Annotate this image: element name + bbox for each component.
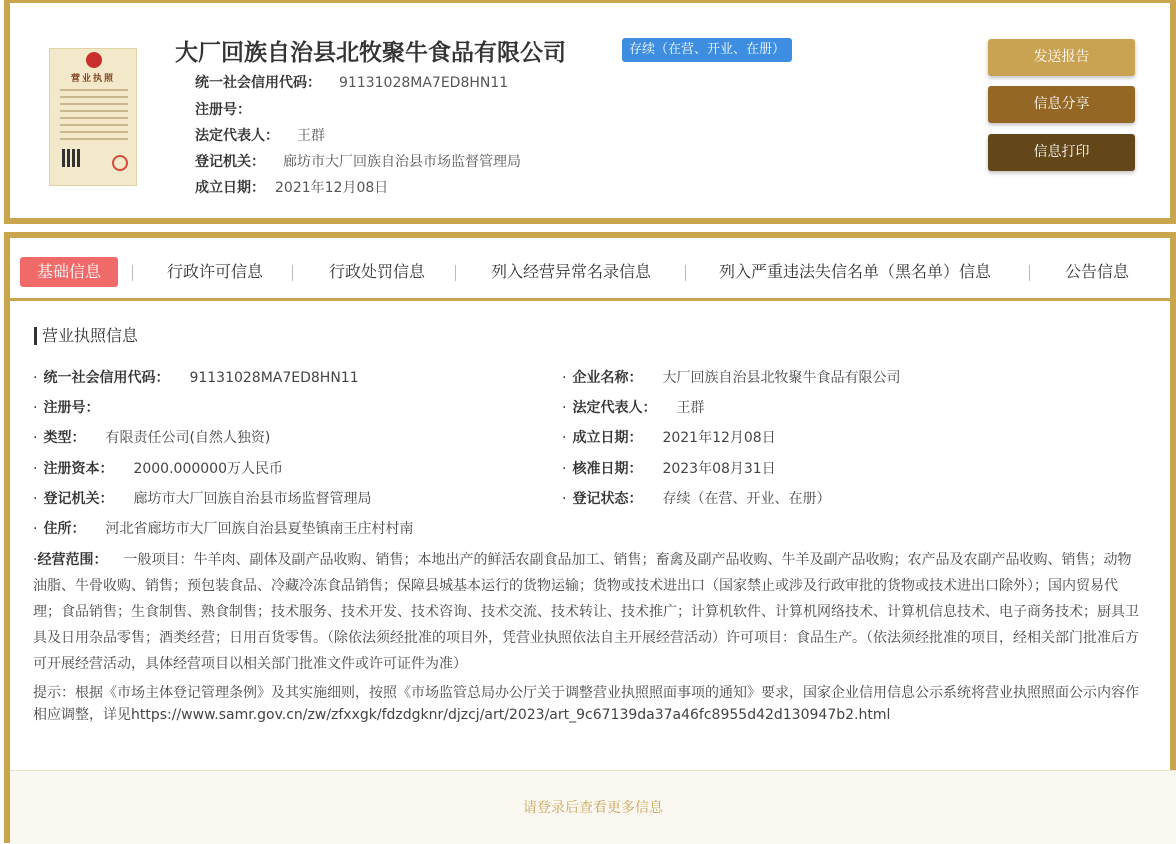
bullet-icon: · [33, 400, 38, 416]
bullet-icon: · [562, 430, 567, 446]
field-label: 登记机关： [195, 154, 265, 170]
field-approved [562, 458, 776, 478]
field-label: 经营范围： [37, 552, 108, 568]
field-label: 注册号： [195, 102, 251, 118]
field-value: 2023年08月31日 [662, 461, 776, 477]
field-label: 核准日期： [572, 461, 643, 477]
tab-blacklist[interactable]: 列入严重违法失信名单（黑名单）信息 [719, 262, 992, 281]
field-legal-rep [562, 397, 704, 417]
header-field-legal-rep [195, 125, 325, 145]
footer-login-area [10, 770, 1176, 844]
business-scope [33, 547, 1143, 677]
field-label: 住所： [43, 521, 86, 537]
tab-admin-license[interactable]: 行政许可信息 [167, 262, 264, 281]
field-value: 2021年12月08日 [275, 180, 389, 196]
tab-separator [132, 265, 133, 281]
field-label: 成立日期： [195, 180, 265, 196]
official-seal-icon [112, 155, 128, 171]
bullet-icon: · [33, 552, 38, 568]
header-field-founded [195, 177, 388, 197]
field-value: 一般项目：牛羊肉、副体及副产品收购、销售；本地出产的鲜活农副食品加工、销售；畜禽及副产品收购、牛羊及副产品收购；农产品及农副产品收购、销售；动物油脂、牛骨收购、销售；预包装食品、冷藏冷冻食品销售；保障县城基本运行的货物运输；货物或技术进出口（国家禁止或涉及行政审批的货物或技术进出口除外）；国内贸易代理；食品销售；生食制售、熟食制售；技术服务、技术开发、技术咨询、技术交流、技术转让、技术推广；计算机软件、计算机网络技术、计算机信息技术、电子商务技术；厨具卫具及日用杂品零售；酒类经营；日用百货零售。（除依法须经批准的项目外，凭营业执照依法自主开展经营活动）许可项目：食品生产。（依法须经批准的项目，经相关部门批准后方可开展经营活动，具体经营项目以相关部门批准文件或许可证件为准） [33, 552, 1139, 672]
national-emblem-icon [86, 52, 102, 68]
section-title: 营业执照信息 [34, 327, 138, 345]
field-value: 王群 [297, 128, 325, 144]
field-value: 2021年12月08日 [662, 430, 776, 446]
tab-admin-penalty[interactable]: 行政处罚信息 [329, 262, 426, 281]
tab-separator [455, 265, 456, 281]
field-reg-no [33, 397, 119, 417]
field-enterprise-name [562, 367, 900, 387]
bullet-icon: · [562, 461, 567, 477]
send-report-button[interactable]: 发送报告 [988, 39, 1135, 76]
tab-basic-info[interactable]: 基础信息 [20, 257, 118, 287]
field-value: 廊坊市大厂回族自治县市场监督管理局 [283, 154, 521, 170]
field-label: 登记机关： [43, 491, 114, 507]
field-address [33, 518, 413, 538]
field-label: 成立日期： [572, 430, 643, 446]
field-value: 河北省廊坊市大厂回族自治县夏垫镇南王庄村村南 [105, 521, 414, 537]
bullet-icon: · [33, 370, 38, 386]
field-value: 廊坊市大厂回族自治县市场监督管理局 [133, 491, 372, 507]
field-label: 企业名称： [572, 370, 643, 386]
header-field-credit-code [195, 72, 508, 92]
field-value: 2000.000000万人民币 [133, 461, 283, 477]
field-label: 法定代表人： [572, 400, 657, 416]
tab-separator [292, 265, 293, 281]
business-license-thumbnail[interactable] [49, 48, 137, 186]
header-field-authority [195, 151, 521, 171]
print-info-button[interactable]: 信息打印 [988, 134, 1135, 171]
field-credit-code [33, 367, 359, 387]
tab-separator [1029, 265, 1030, 281]
share-info-button[interactable]: 信息分享 [988, 86, 1135, 123]
field-label: 注册号： [43, 400, 100, 416]
bullet-icon: · [33, 521, 38, 537]
field-founded [562, 427, 776, 447]
field-label: 注册资本： [43, 461, 114, 477]
status-badge: 存续（在营、开业、在册） [622, 38, 792, 62]
bullet-icon: · [562, 491, 567, 507]
header-field-reg-no [195, 99, 269, 119]
field-reg-status [562, 488, 830, 508]
field-value: 有限责任公司(自然人独资) [105, 430, 271, 446]
bullet-icon: · [33, 461, 38, 477]
field-value: 91131028MA7ED8HN11 [189, 370, 359, 386]
tab-abnormal-list[interactable]: 列入经营异常名录信息 [491, 262, 652, 281]
field-value: 王群 [676, 400, 705, 416]
notice-text: 提示：根据《市场主体登记管理条例》及其实施细则，按照《市场监管总局办公厅关于调整营业执照照面事项的通知》要求，国家企业信用信息公示系统将营业执照照面公示内容作相应调整，详见https://www.samr.gov.cn/zw/zfxxgk/fdzdgknr/djzcj/art/2023/art_9c67139da37a46fc8955d42d130947b2.html [33, 685, 1139, 723]
field-capital [33, 458, 283, 478]
field-label: 统一社会信用代码： [43, 370, 170, 386]
license-title: 营业执照 [70, 74, 115, 84]
field-label: 登记状态： [572, 491, 643, 507]
bullet-icon: · [562, 400, 567, 416]
field-value: 91131028MA7ED8HN11 [339, 75, 509, 91]
company-name: 大厂回族自治县北牧聚牛食品有限公司 [175, 40, 566, 66]
field-value: 存续（在营、开业、在册） [662, 491, 831, 507]
login-more-info-link[interactable]: 请登录后查看更多信息 [523, 800, 663, 816]
bullet-icon: · [562, 370, 567, 386]
bullet-icon: · [33, 430, 38, 446]
field-authority [33, 488, 371, 508]
field-label: 统一社会信用代码： [195, 75, 321, 91]
qr-code-icon [62, 149, 80, 167]
field-label: 类型： [43, 430, 86, 446]
field-label: 法定代表人： [195, 128, 279, 144]
bullet-icon: · [33, 491, 38, 507]
license-text-lines [60, 89, 128, 145]
tab-separator [685, 265, 686, 281]
tab-bar [4, 245, 1176, 301]
field-value: 大厂回族自治县北牧聚牛食品有限公司 [662, 370, 901, 386]
field-type [33, 427, 270, 447]
tab-announcements[interactable]: 公告信息 [1065, 262, 1130, 281]
